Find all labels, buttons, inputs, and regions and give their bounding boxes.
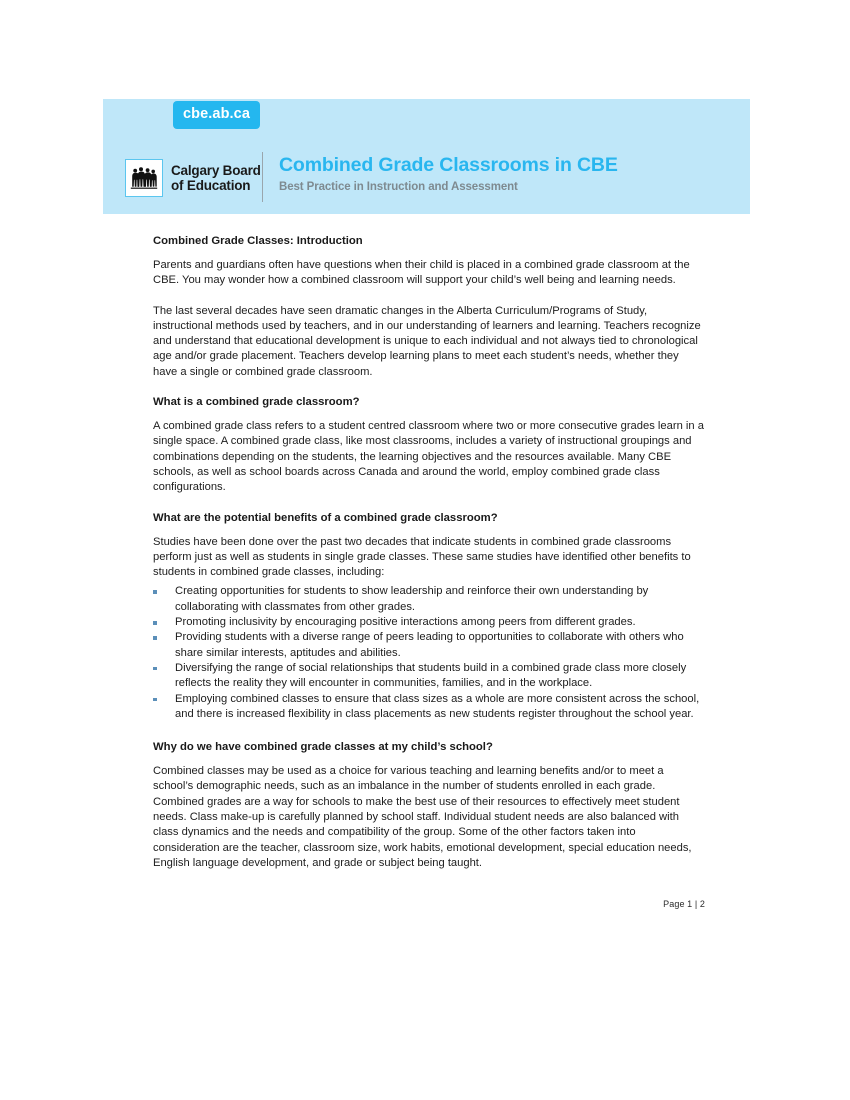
cbe-website-badge[interactable] bbox=[173, 101, 260, 129]
people-group-icon bbox=[125, 159, 163, 197]
header-vertical-divider bbox=[262, 152, 263, 202]
page-number-label: Page 1 | 2 bbox=[663, 899, 705, 909]
bullet-square-icon bbox=[153, 621, 157, 625]
page-footer bbox=[153, 899, 705, 909]
section-heading-what-is: What is a combined grade classroom? bbox=[153, 396, 360, 409]
section-heading-introduction: Combined Grade Classes: Introduction bbox=[153, 235, 363, 247]
bullet-square-icon bbox=[153, 636, 157, 640]
bullet-square-icon bbox=[153, 698, 157, 702]
bullet-square-icon bbox=[153, 667, 157, 671]
document-header-band bbox=[103, 99, 750, 214]
section-heading-benefits: What are the potential benefits of a combined grade classroom? bbox=[153, 511, 498, 524]
paragraph-why-1: Combined classes may be used as a choice for various teaching and learning benefits and/or to meet a school’s demographic needs, such as an imbalance in the number of students enrolled in each grade. Combined grades are a way for schools to make the best use of their resources to effectively meet student needs. Class make-up is carefully planned by school staff. Individual student needs are also balanced with class dynamics and the needs and compatibility of the group. Some of the other factors taken into consideration are the teacher, classroom size, work habits, emotional development, special education needs, English language development, and grade or subject being taught. bbox=[153, 765, 692, 869]
cbe-website-badge-label: cbe.ab.ca bbox=[183, 106, 250, 122]
paragraph-what-is-1: A combined grade class refers to a student centred classroom where two or more consecutive grades learn in a single space. A combined grade class, like most classrooms, includes a variety of instructional groupings and combinations depending on the students, the learning objectives and the resources available. Many CBE schools, as well as school boards across Canada and around the world, employ combined grade class configurations. bbox=[153, 420, 704, 494]
paragraph-benefits-1: Studies have been done over the past two decades that indicate students in combined grade classrooms perform just as well as students in single grade classes. These same studies have identified other benefits to students in combined grade classes, including: bbox=[153, 535, 691, 579]
list-item-text: Promoting inclusivity by encouraging positive interactions among peers from different grades. bbox=[175, 616, 636, 629]
list-item bbox=[153, 661, 705, 692]
brand-wordmark-line2: of Education bbox=[171, 178, 251, 193]
paragraph-intro-1: Parents and guardians often have questions when their child is placed in a combined grade classroom at the CBE. You may wonder how a combined classroom will support your child’s well being and learning needs. bbox=[153, 259, 690, 287]
list-item-text: Diversifying the range of social relationships that students build in a combined grade class more closely reflects the reality they will encounter in communities, families, and in the workplace. bbox=[175, 661, 687, 690]
list-item-text: Providing students with a diverse range of peers leading to opportunities to collaborate with others who share similar interests, aptitudes and abilities. bbox=[175, 631, 684, 659]
list-item-text: Creating opportunities for students to show leadership and reinforce their own understanding by collaborating with classmates from other grades. bbox=[175, 585, 649, 613]
brand-wordmark bbox=[171, 163, 261, 193]
list-item bbox=[153, 630, 705, 661]
header-title-block bbox=[279, 153, 618, 195]
brand-lockup bbox=[125, 155, 261, 201]
list-item bbox=[153, 692, 705, 723]
section-heading-why: Why do we have combined grade classes at my child’s school? bbox=[153, 741, 493, 754]
bullet-square-icon bbox=[153, 590, 157, 594]
paragraph-intro-2: The last several decades have seen dramatic changes in the Alberta Curriculum/Programs of Study, instructional methods used by teachers, and in our understanding of learners and learning. Teachers recognize and understand that educational development is unique to each individual and not always tied to chronological age and/or grade placement. Teachers develop learning plans to meet each student’s needs, whether they have a single or combined grade classroom. bbox=[153, 304, 701, 378]
list-item-text: Employing combined classes to ensure that class sizes as a whole are more consistent across the school, and there is increased flexibility in class placements as new students register throughout the school year. bbox=[175, 692, 700, 720]
document-body bbox=[153, 234, 705, 886]
list-item bbox=[153, 615, 705, 630]
document-subtitle: Best Practice in Instruction and Assessment bbox=[279, 181, 518, 193]
list-item bbox=[153, 584, 705, 615]
benefits-bullet-list bbox=[153, 584, 705, 722]
brand-wordmark-line1: Calgary Board bbox=[171, 163, 261, 178]
document-title: Combined Grade Classrooms in CBE bbox=[279, 154, 618, 176]
